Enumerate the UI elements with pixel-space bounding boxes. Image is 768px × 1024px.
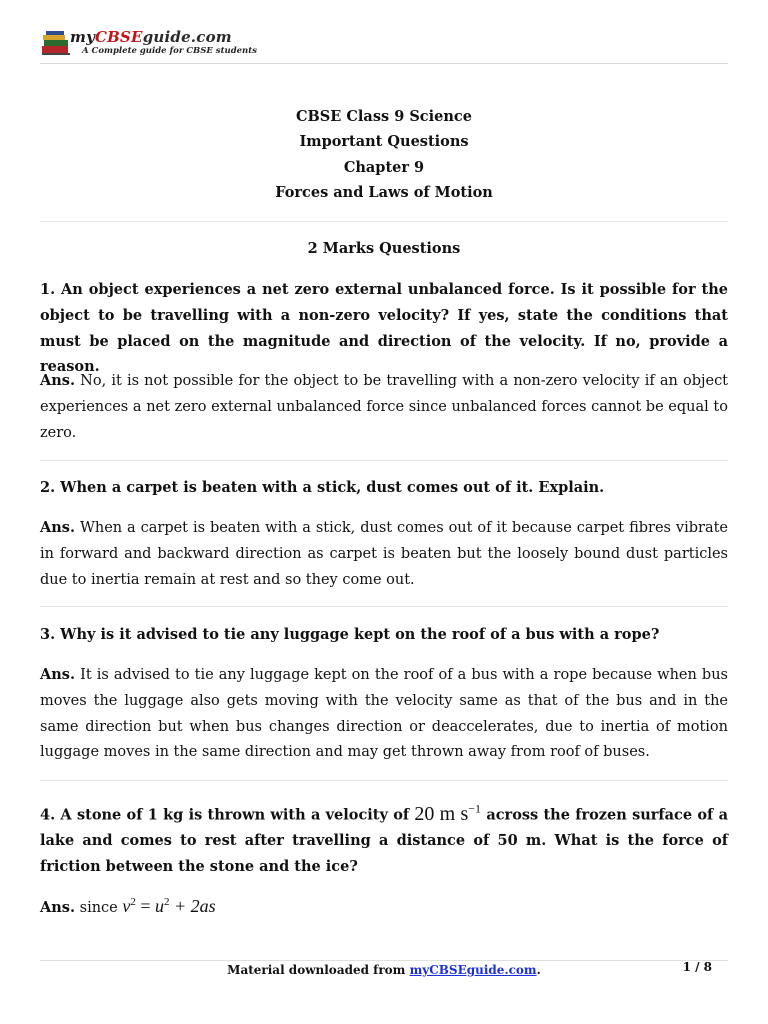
answer-3: Ans. It is advised to tie any luggage kept on the roof of a bus with a rope because when bus moves the luggage also gets moving with the velocity same as that of the bus and in the same direction but when bus changes direction or deaccelerates, due to inertia of motion luggage moves in the same direction and may get thrown away from roof of buses. — [40, 666, 728, 761]
answer-label: Ans. — [40, 372, 76, 389]
site-tagline: A Complete guide for CBSE students — [82, 46, 257, 56]
page-number: 1 / 8 — [682, 960, 712, 974]
answer-label: Ans. — [40, 519, 76, 536]
page-header — [40, 26, 728, 62]
document-title — [40, 104, 728, 205]
page-footer: Material downloaded from myCBSEguide.com. — [227, 963, 541, 977]
answer-1: Ans. No, it is not possible for the object to be travelling with a non-zero velocity if an object experiences a net zero external unbalanced force since unbalanced forces cannot be equal to zero. — [40, 372, 729, 441]
question-2: 2. When a carpet is beaten with a stick, dust comes out of it. Explain. — [40, 479, 605, 496]
footer-site-link[interactable]: myCBSEguide.com — [409, 963, 537, 977]
velocity-formula: 20 m $s^{-1}$ — [414, 801, 482, 825]
divider — [40, 221, 728, 222]
question-4: 4. A stone of 1 kg is thrown with a velocity of 20 m $s^{-1}$ across the frozen surface of a lake and comes to rest after travelling a distance of 50 m. What is the force of friction between the stone and the ice? — [40, 801, 728, 876]
divider — [40, 460, 728, 461]
header-divider — [40, 63, 728, 64]
kinematics-equation: $v^2 = u^2 + 2as$ — [122, 896, 216, 916]
divider — [40, 606, 728, 607]
answer-4: Ans. since $v^2 = u^2 + 2as$ — [40, 896, 216, 916]
answer-2: Ans. When a carpet is beaten with a stick, dust comes out of it because carpet fibres vibrate in forward and backward direction as carpet is beaten but the loosely bound dust particles due to inertia remain at rest and so they come out. — [40, 519, 728, 588]
title-line-topic: Forces and Laws of Motion — [275, 183, 493, 201]
answer-label: Ans. — [40, 666, 76, 683]
document-page — [40, 0, 728, 1024]
section-heading: 2 Marks Questions — [307, 240, 461, 257]
question-1: 1. An object experiences a net zero external unbalanced force. Is it possible for the object to be travelling with a non-zero velocity? If yes, state the conditions that must be placed on the magnitude and direction of the velocity. If no, provide a reason. — [40, 281, 728, 376]
footer-divider — [40, 960, 728, 961]
title-line-chapter: Chapter 9 — [343, 158, 425, 176]
question-3: 3. Why is it advised to tie any luggage kept on the roof of a bus with a rope? — [40, 626, 660, 643]
title-line-class: CBSE Class 9 Science — [296, 108, 472, 125]
divider — [40, 780, 728, 781]
site-logo: myCBSEguide.com — [70, 28, 232, 46]
title-line-type: Important Questions — [299, 133, 469, 151]
answer-label: Ans. — [40, 899, 76, 916]
